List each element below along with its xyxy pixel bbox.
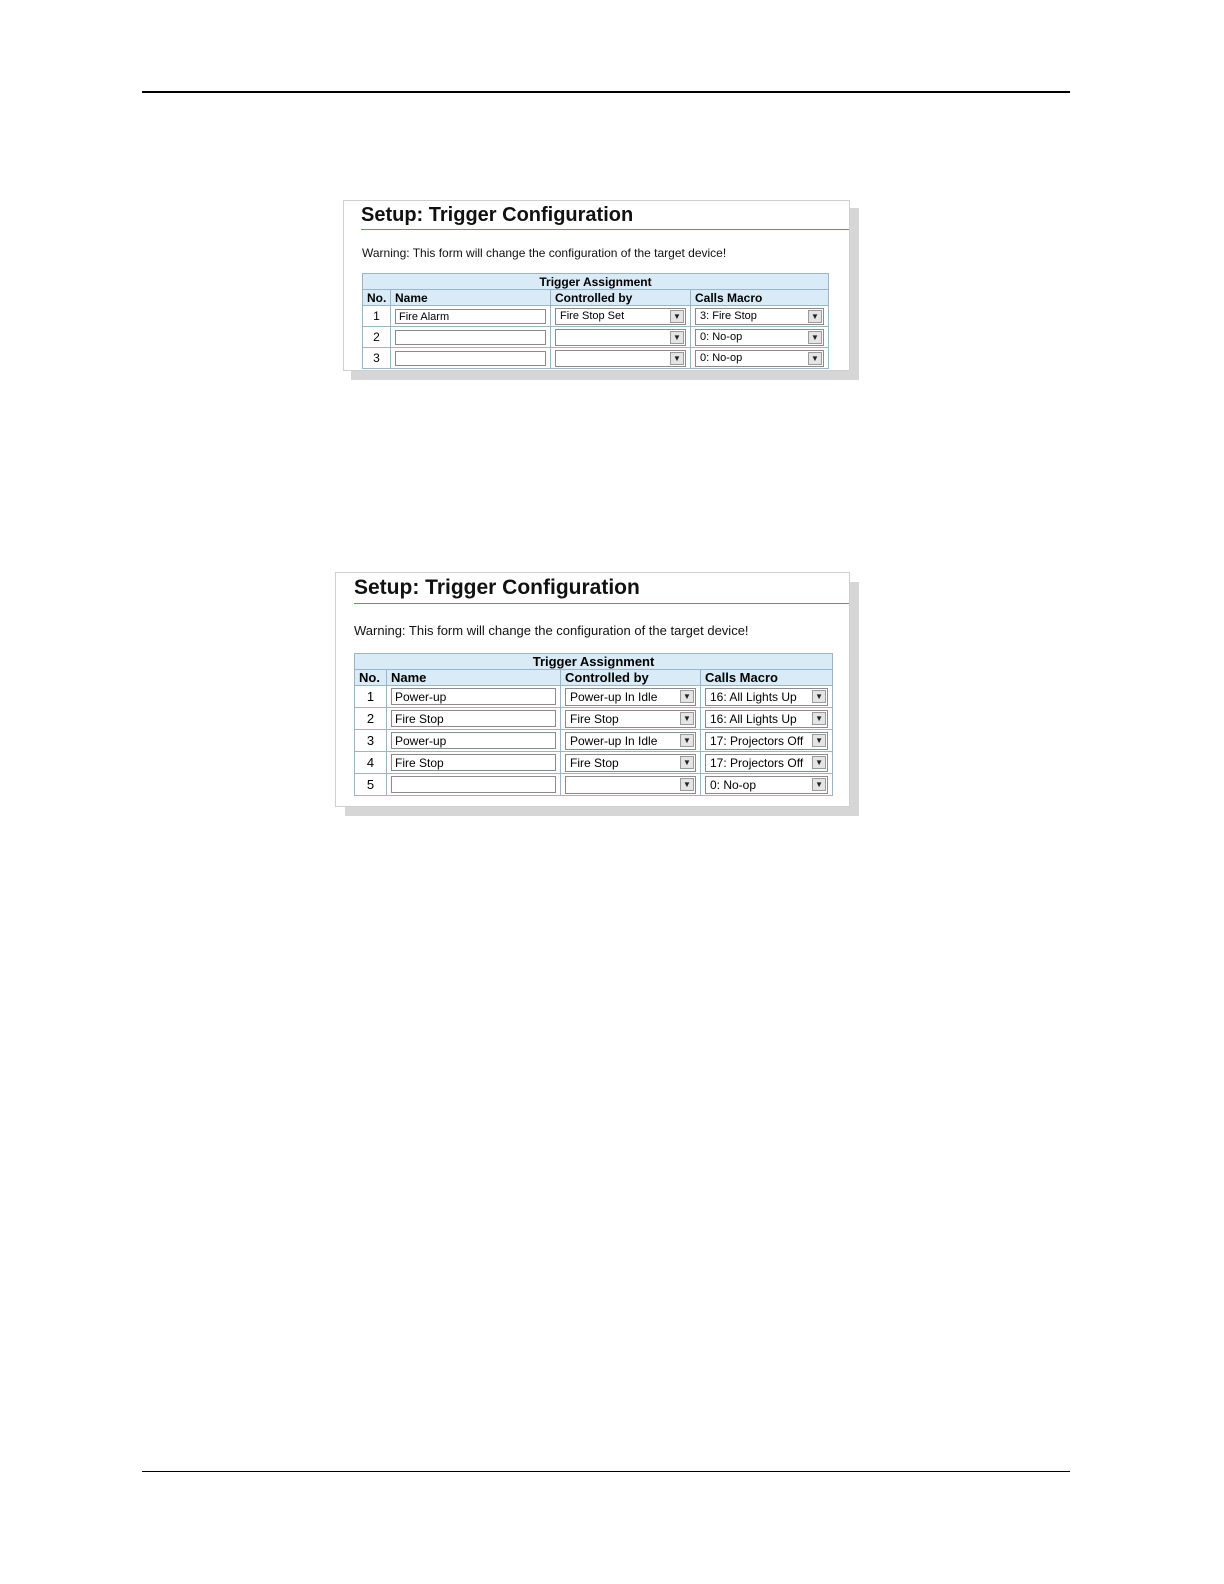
trigger-config-panel <box>343 200 850 371</box>
calls-macro-select[interactable] <box>695 350 824 367</box>
controlled-by-value: Power-up In Idle <box>570 689 658 704</box>
chevron-down-icon[interactable]: ▼ <box>680 712 694 725</box>
calls-macro-value: 0: No-op <box>710 777 757 792</box>
row-number: 2 <box>355 708 387 730</box>
chevron-down-icon[interactable]: ▼ <box>670 352 684 365</box>
calls-macro-value: 17: Projectors Off <box>710 733 804 748</box>
chevron-down-icon[interactable]: ▼ <box>680 690 694 703</box>
controlled-by-value: Power-up In Idle <box>570 733 658 748</box>
chevron-down-icon[interactable]: ▼ <box>670 331 684 344</box>
chevron-down-icon[interactable]: ▼ <box>808 331 822 344</box>
calls-macro-select[interactable] <box>695 329 824 346</box>
header-name: Name <box>387 670 561 686</box>
trigger-name-input[interactable]: Power-up <box>391 688 556 705</box>
controlled-by-select[interactable] <box>555 350 686 367</box>
table-caption: Trigger Assignment <box>363 274 829 290</box>
table-caption: Trigger Assignment <box>355 654 833 670</box>
controlled-by-value: Fire Stop Set <box>560 309 625 322</box>
calls-macro-select[interactable] <box>705 688 828 706</box>
header-controlled-by: Controlled by <box>551 290 691 306</box>
header-no: No. <box>363 290 391 306</box>
table-row <box>355 774 833 796</box>
calls-macro-value: 17: Projectors Off <box>710 755 804 770</box>
row-number: 3 <box>363 348 391 369</box>
calls-macro-select[interactable] <box>705 732 828 750</box>
trigger-name-input[interactable]: Fire Alarm <box>395 309 546 324</box>
header-name: Name <box>391 290 551 306</box>
chevron-down-icon[interactable]: ▼ <box>680 778 694 791</box>
page-header-rule <box>142 91 1070 93</box>
trigger-name-input[interactable] <box>391 776 556 793</box>
table-row <box>363 348 829 369</box>
row-number: 5 <box>355 774 387 796</box>
chevron-down-icon[interactable]: ▼ <box>812 778 826 791</box>
trigger-assignment-table <box>354 653 833 796</box>
row-number: 3 <box>355 730 387 752</box>
controlled-by-select[interactable] <box>565 710 696 728</box>
row-number: 1 <box>355 686 387 708</box>
title-underline <box>354 603 849 604</box>
page-title: Setup: Trigger Configuration <box>354 576 640 599</box>
chevron-down-icon[interactable]: ▼ <box>808 310 822 323</box>
page-footer-rule <box>142 1471 1070 1472</box>
trigger-name-input[interactable]: Power-up <box>391 732 556 749</box>
calls-macro-value: 0: No-op <box>700 330 743 343</box>
row-number: 4 <box>355 752 387 774</box>
chevron-down-icon[interactable]: ▼ <box>812 690 826 703</box>
trigger-config-screenshot-1 <box>343 200 859 380</box>
chevron-down-icon[interactable]: ▼ <box>812 712 826 725</box>
controlled-by-select[interactable] <box>555 308 686 325</box>
chevron-down-icon[interactable]: ▼ <box>680 756 694 769</box>
calls-macro-select[interactable] <box>705 776 828 794</box>
title-underline <box>361 229 849 230</box>
calls-macro-value: 16: All Lights Up <box>710 711 797 726</box>
chevron-down-icon[interactable]: ▼ <box>812 756 826 769</box>
trigger-name-input[interactable]: Fire Stop <box>391 754 556 771</box>
chevron-down-icon[interactable]: ▼ <box>812 734 826 747</box>
calls-macro-value: 16: All Lights Up <box>710 689 797 704</box>
calls-macro-select[interactable] <box>695 308 824 325</box>
chevron-down-icon[interactable]: ▼ <box>670 310 684 323</box>
row-number: 1 <box>363 306 391 327</box>
chevron-down-icon[interactable]: ▼ <box>680 734 694 747</box>
header-no: No. <box>355 670 387 686</box>
table-row <box>363 327 829 348</box>
trigger-config-screenshot-2 <box>335 572 859 816</box>
table-row <box>355 686 833 708</box>
page-title: Setup: Trigger Configuration <box>361 204 634 226</box>
controlled-by-select[interactable] <box>565 776 696 794</box>
table-row <box>355 730 833 752</box>
row-number: 2 <box>363 327 391 348</box>
chevron-down-icon[interactable]: ▼ <box>808 352 822 365</box>
trigger-config-panel <box>335 572 850 807</box>
controlled-by-value: Fire Stop <box>570 711 619 726</box>
table-row <box>363 306 829 327</box>
table-row <box>355 752 833 774</box>
header-controlled-by: Controlled by <box>561 670 701 686</box>
controlled-by-select[interactable] <box>565 754 696 772</box>
calls-macro-value: 0: No-op <box>700 351 743 364</box>
trigger-name-input[interactable]: Fire Stop <box>391 710 556 727</box>
calls-macro-value: 3: Fire Stop <box>700 309 757 322</box>
trigger-assignment-table <box>362 273 829 369</box>
trigger-name-input[interactable] <box>395 351 546 366</box>
controlled-by-value: Fire Stop <box>570 755 619 770</box>
calls-macro-select[interactable] <box>705 710 828 728</box>
controlled-by-select[interactable] <box>565 732 696 750</box>
controlled-by-select[interactable] <box>555 329 686 346</box>
calls-macro-select[interactable] <box>705 754 828 772</box>
header-calls-macro: Calls Macro <box>701 670 833 686</box>
warning-text: Warning: This form will change the configuration of the target device! <box>362 246 727 260</box>
header-calls-macro: Calls Macro <box>691 290 829 306</box>
table-row <box>355 708 833 730</box>
controlled-by-select[interactable] <box>565 688 696 706</box>
warning-text: Warning: This form will change the configuration of the target device! <box>354 623 749 638</box>
trigger-name-input[interactable] <box>395 330 546 345</box>
